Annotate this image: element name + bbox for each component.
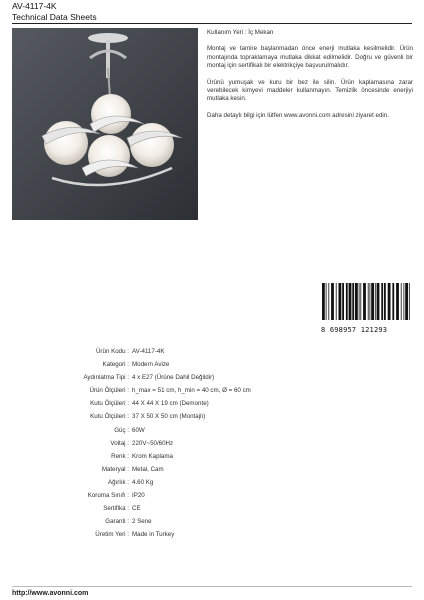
barcode-bar bbox=[396, 283, 399, 320]
spec-row-lighting-type bbox=[40, 371, 340, 384]
barcode-bar bbox=[392, 283, 394, 320]
spec-row-protection-class bbox=[40, 489, 340, 502]
barcode-bar bbox=[370, 283, 371, 320]
barcode-bar bbox=[388, 283, 391, 320]
website-note: Daha detaylı bilgi için lütfen www.avonni.com adresini ziyaret edin. bbox=[207, 111, 389, 119]
spec-row-origin bbox=[40, 528, 340, 541]
barcode-number: 8 698957 121293 bbox=[321, 326, 388, 334]
spec-label: Garanti : bbox=[105, 518, 129, 526]
barcode-bar bbox=[342, 283, 344, 320]
barcode-bar bbox=[346, 283, 348, 320]
spec-row-weight bbox=[40, 476, 340, 489]
spec-row-product-dimensions bbox=[40, 384, 340, 397]
spec-label: Güç : bbox=[114, 426, 129, 434]
product-code-heading: AV-4117-4K bbox=[12, 1, 57, 11]
barcode-bar bbox=[355, 283, 358, 320]
barcode-bar bbox=[371, 283, 374, 320]
spec-value: 220V~50/60Hz bbox=[132, 439, 174, 447]
barcode-bar bbox=[401, 283, 402, 320]
barcode-bar bbox=[381, 283, 383, 320]
barcode-bar bbox=[377, 283, 380, 320]
spec-label: Kutu Ölçüleri : bbox=[90, 413, 129, 421]
spec-row-color bbox=[40, 450, 340, 463]
spec-value: Made in Turkey bbox=[132, 531, 175, 539]
spec-value: 4.60 Kg bbox=[132, 478, 154, 486]
spec-label: Renk : bbox=[111, 452, 129, 460]
spec-row-box-dimensions-disassembled bbox=[40, 397, 340, 410]
spec-label: Üretim Yeri : bbox=[95, 531, 129, 539]
spec-value: h_max = 51 cm, h_min = 40 cm, Ø = 60 cm bbox=[132, 387, 251, 395]
ean-barcode bbox=[321, 283, 411, 334]
barcode-bar bbox=[328, 283, 329, 320]
spec-label: Voltaj : bbox=[110, 439, 129, 447]
spec-label: Ağırlık : bbox=[108, 478, 129, 486]
spec-value: Modern Avize bbox=[132, 361, 170, 369]
barcode-bar bbox=[375, 283, 376, 320]
spec-value: 44 X 44 X 19 cm (Demonte) bbox=[132, 400, 209, 408]
spec-value: Krom Kaplama bbox=[132, 452, 173, 460]
spec-label: Sertifika : bbox=[103, 505, 129, 513]
spec-row-product-code bbox=[40, 345, 340, 358]
spec-value: 4 x E27 (Ürüne Dahil Değildir) bbox=[132, 374, 215, 382]
barcode-bar bbox=[339, 283, 342, 320]
spec-label: Kutu Ölçüleri : bbox=[90, 400, 129, 408]
barcode-bar bbox=[409, 283, 410, 320]
barcode-bar bbox=[322, 283, 325, 320]
barcode-bar bbox=[363, 283, 366, 320]
spec-label: Kategori : bbox=[102, 361, 129, 369]
footer-divider bbox=[12, 586, 412, 587]
spec-value: 37 X 50 X 50 cm (Montajlı) bbox=[132, 413, 206, 421]
barcode-bar bbox=[404, 283, 405, 320]
barcode-bar bbox=[405, 283, 408, 320]
product-photo bbox=[12, 28, 198, 220]
spec-row-material bbox=[40, 463, 340, 476]
spec-label: Ürün Ölçüleri : bbox=[89, 387, 129, 395]
spec-value: 60W bbox=[132, 426, 145, 434]
barcode-bar bbox=[352, 283, 354, 320]
spec-row-power bbox=[40, 424, 340, 437]
spec-label: Materyal : bbox=[101, 465, 129, 473]
spec-row-certificate bbox=[40, 502, 340, 515]
barcode-bar bbox=[349, 283, 352, 320]
barcode-bar bbox=[368, 283, 369, 320]
barcode-bar bbox=[359, 283, 360, 320]
barcode-bar bbox=[360, 283, 361, 320]
document-subtitle: Technical Data Sheets bbox=[12, 12, 97, 22]
barcode-bar bbox=[336, 283, 337, 320]
safety-note: Montaj ve tamire başlanmadan önce enerji mutlaka kesilmelidir. Ürün montajında topraklamaya mutlaka dikkat edilmelidir. Doğru ve güvenli bir montaj için sertifikalı bir elektrikçiye başvurulmalıdır. bbox=[207, 45, 413, 70]
spec-row-voltage bbox=[40, 437, 340, 450]
spec-table bbox=[40, 345, 340, 541]
barcode-bar bbox=[331, 283, 334, 320]
footer-url[interactable]: http://www.avonni.com bbox=[12, 590, 89, 597]
spec-value: AV-4117-4K bbox=[132, 348, 165, 355]
spec-label: Koruma Sınıfı : bbox=[87, 492, 129, 500]
spec-label: Ürün Kodu : bbox=[95, 348, 129, 355]
info-panel bbox=[207, 29, 413, 128]
barcode-bar bbox=[326, 283, 327, 320]
spec-value: CE bbox=[132, 505, 141, 513]
barcode-bar bbox=[384, 283, 386, 320]
spec-value: Metal, Cam bbox=[132, 465, 164, 473]
spec-value: IP20 bbox=[132, 492, 145, 500]
barcode-bars bbox=[321, 283, 411, 320]
cleaning-note: Ürünü yumuşak ve kuru bir bez ile silin. Ürün kaplamasına zarar verebilecek kimyevi maddeler kullanmayın. Temizlik öncesinde enerjiyi mutlaka kesin. bbox=[207, 78, 413, 103]
header-divider bbox=[12, 23, 412, 24]
spec-label: Aydınlatma Tipi : bbox=[83, 374, 129, 382]
spec-row-warranty bbox=[40, 515, 340, 528]
spec-row-category bbox=[40, 358, 340, 371]
spec-value: 2 Sene bbox=[132, 518, 152, 526]
spec-row-box-dimensions-assembled bbox=[40, 410, 340, 423]
usage-location: Kullanım Yeri : İç Mekan bbox=[207, 29, 274, 36]
